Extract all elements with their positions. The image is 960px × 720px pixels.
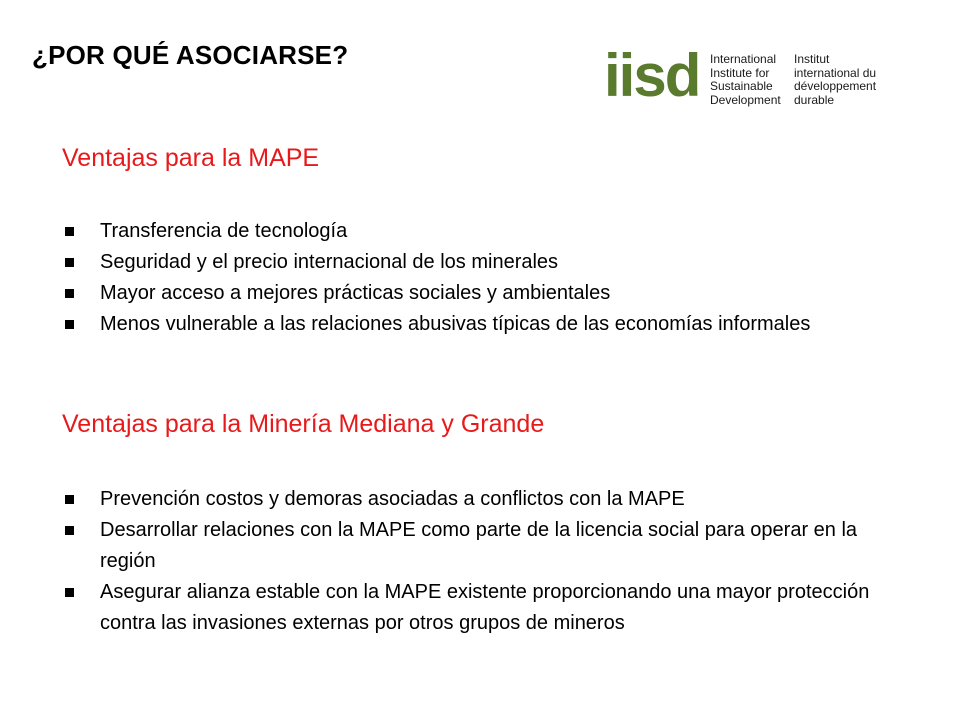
logo-french-line: développement [794, 79, 877, 93]
bullet-list-mape [62, 216, 882, 340]
bullet-square-icon [65, 320, 74, 329]
logo-english-line: International [710, 52, 777, 66]
logo-english-line: Sustainable [710, 79, 773, 93]
list-item [62, 309, 882, 340]
bullet-square-icon [65, 227, 74, 236]
logo-mark: iisd [604, 42, 700, 109]
logo-english-line: Institute for [710, 65, 770, 80]
list-item [62, 577, 882, 639]
list-item-text: Desarrollar relaciones con la MAPE como parte de la licencia social para operar en la región [100, 519, 858, 572]
logo-french-line: international du [794, 65, 877, 80]
list-item [62, 247, 882, 278]
list-item-text: Asegurar alianza estable con la MAPE existente proporcionando una mayor protección contra las invasiones externas por otros grupos de mineros [100, 581, 870, 634]
bullet-list-mineria [62, 484, 882, 639]
list-item-text: Transferencia de tecnología [100, 220, 348, 242]
list-item [62, 515, 882, 577]
logo-french-line: durable [794, 92, 835, 107]
section-heading-mape: Ventajas para la MAPE [62, 144, 320, 172]
list-item [62, 278, 882, 309]
list-item [62, 484, 882, 515]
slide-title: ¿POR QUÉ ASOCIARSE? [32, 40, 349, 70]
list-item-text: Menos vulnerable a las relaciones abusivas típicas de las economías informales [100, 313, 811, 335]
bullet-square-icon [65, 526, 74, 535]
list-item-text: Mayor acceso a mejores prácticas sociales y ambientales [100, 282, 611, 304]
iisd-logo [604, 42, 894, 112]
logo-french-name [794, 53, 876, 107]
section-heading-mineria: Ventajas para la Minería Mediana y Grande [62, 410, 545, 438]
bullet-square-icon [65, 258, 74, 267]
bullet-square-icon [65, 495, 74, 504]
logo-english-name [710, 53, 781, 107]
logo-english-line: Development [710, 92, 781, 107]
list-item-text: Seguridad y el precio internacional de los minerales [100, 251, 559, 273]
logo-french-line: Institut [794, 52, 830, 66]
list-item [62, 216, 882, 247]
bullet-square-icon [65, 588, 74, 597]
list-item-text: Prevención costos y demoras asociadas a conflictos con la MAPE [100, 488, 685, 510]
bullet-square-icon [65, 289, 74, 298]
